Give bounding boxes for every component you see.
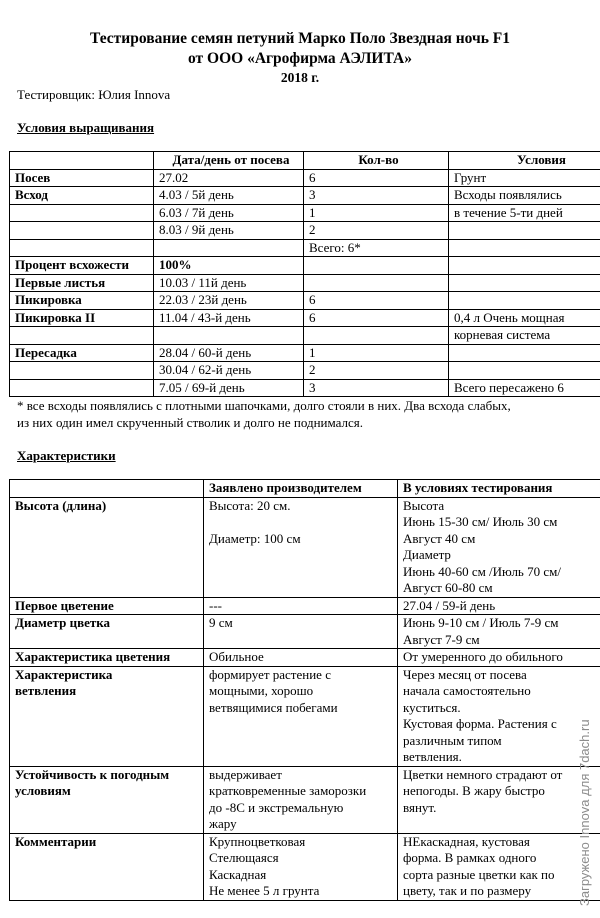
growing-table-cell: 4.03 / 5й день: [154, 187, 304, 205]
growing-table-cell: [449, 344, 600, 362]
characteristics-table-row: [10, 766, 600, 833]
growing-table-cell: 1: [304, 204, 449, 222]
growing-row-label: Пересадка: [10, 344, 154, 362]
document-title-line2: от ООО «Агрофирма АЭЛИТА»: [187, 50, 412, 67]
growing-table-cell: 27.02: [154, 169, 304, 187]
growing-table-row: [10, 257, 600, 275]
characteristics-table-row: [10, 615, 600, 649]
characteristics-table-cell: [204, 649, 398, 667]
cell-text-line: Каскадная: [209, 866, 267, 882]
cell-text-line: форма. В рамках одного: [403, 850, 537, 865]
characteristics-table-cell: [204, 833, 398, 900]
growing-table-cell: [449, 362, 600, 380]
cell-text-line: ветвления: [15, 683, 77, 698]
growing-table-cell: Всходы появлялись: [449, 187, 600, 205]
growing-table-cell: [304, 274, 449, 292]
growing-table-cell: 22.03 / 23й день: [154, 292, 304, 310]
growing-table-cell: 2: [304, 222, 449, 240]
growing-table-cell: 7.05 / 69-й день: [154, 379, 304, 397]
cell-text-line: От умеренного до обильного: [403, 649, 563, 664]
cell-text-line: до -8С и экстремальную: [209, 799, 344, 815]
growing-table-cell: [449, 222, 600, 240]
growing-table-cell: 11.04 / 43-й день: [154, 309, 304, 327]
characteristics-row-label: [10, 766, 204, 833]
growing-row-label: Процент всхожести: [10, 257, 154, 275]
cell-text-line: условиям: [15, 783, 71, 798]
cell-text-line: Диаметр цветка: [15, 615, 111, 630]
cell-text-line: Не менее 5 л грунта: [209, 883, 320, 898]
cell-text-line: 9 см: [209, 615, 233, 630]
cell-text-line: Комментарии: [15, 833, 97, 849]
growing-table-header-row: [10, 152, 600, 170]
characteristics-row-label: [10, 615, 204, 649]
growing-row-label: [10, 327, 154, 345]
characteristics-row-label: [10, 833, 204, 900]
growing-table-cell: Грунт: [449, 169, 600, 187]
growing-table-cell: 3: [304, 379, 449, 397]
growing-row-label: Посев: [10, 169, 154, 187]
growing-section-title: Условия выращивания: [17, 120, 155, 135]
cell-text-line: Июнь 40-60 см /Июль 70 см/: [403, 563, 561, 579]
cell-text-line: мощными, хорошо: [209, 683, 314, 698]
growing-header-cell: Условия: [449, 152, 600, 170]
characteristics-header-cell: Заявлено производителем: [204, 480, 398, 498]
characteristics-table-cell: [398, 666, 600, 766]
characteristics-section-title: Характеристики: [17, 448, 116, 463]
characteristics-table-row: [10, 833, 600, 900]
growing-table-cell: [449, 257, 600, 275]
cell-text-line: различным типом: [403, 732, 502, 748]
cell-text-line: формирует растение с: [209, 666, 331, 682]
characteristics-table-cell: [204, 615, 398, 649]
growing-table-cell: 28.04 / 60-й день: [154, 344, 304, 362]
cell-text-line: Характеристика: [15, 666, 113, 682]
cell-text-line: Высота (длина): [15, 497, 107, 513]
document-title-line1: Тестирование семян петуний Марко Поло Звездная ночь F1: [89, 30, 511, 47]
characteristics-table-row: [10, 649, 600, 667]
cell-text-line: сорта разные цветки как по: [403, 866, 555, 882]
characteristics-table-header-row: [10, 480, 600, 498]
watermark-text: Загружено Innova для 7dach.ru: [577, 719, 592, 906]
growing-row-label: [10, 204, 154, 222]
cell-text-line: ---: [209, 597, 222, 613]
growing-table-cell: [304, 257, 449, 275]
growing-table-cell: 1: [304, 344, 449, 362]
characteristics-table-cell: [398, 649, 600, 667]
growing-table-cell: 6: [304, 169, 449, 187]
growing-row-label: Первые листья: [10, 274, 154, 292]
growing-table-cell: Всего: 6*: [304, 239, 449, 257]
cell-text-line: Через месяц от посева: [403, 666, 527, 682]
cell-text-line: 27.04 / 59-й день: [403, 597, 496, 613]
growing-table-cell: 6: [304, 309, 449, 327]
growing-table-row: [10, 327, 600, 345]
cell-text-line: НЕкаскадная, кустовая: [403, 833, 530, 849]
growing-table-cell: [154, 239, 304, 257]
watermark: [574, 606, 594, 906]
document-year: 2018 г.: [280, 70, 320, 85]
growing-table-cell: [449, 292, 600, 310]
growing-table-cell: Всего пересажено 6: [449, 379, 600, 397]
growing-row-label: Всход: [10, 187, 154, 205]
characteristics-table-cell: [398, 615, 600, 649]
characteristics-table-row: [10, 666, 600, 766]
growing-table-cell: 6.03 / 7й день: [154, 204, 304, 222]
growing-table-row: [10, 274, 600, 292]
cell-text-line: Первое цветение: [15, 597, 114, 613]
cell-text-line: Кустовая форма. Растения с: [403, 716, 557, 731]
cell-text-line: Высота: 20 см.: [209, 497, 291, 513]
characteristics-table-cell: [204, 766, 398, 833]
growing-row-label: [10, 239, 154, 257]
cell-text-line: Стелющаяся: [209, 850, 279, 865]
cell-text-line: выдерживает: [209, 766, 282, 782]
growing-row-label: [10, 362, 154, 380]
growing-table-row: [10, 362, 600, 380]
cell-text-line: Август 60-80 см: [403, 580, 493, 595]
growing-table-cell: [449, 239, 600, 257]
cell-text-line: непогоды. В жару быстро: [403, 783, 545, 798]
growing-table-cell: корневая система: [449, 327, 600, 345]
characteristics-table: [9, 479, 600, 901]
growing-table-cell: в течение 5-ти дней: [449, 204, 600, 222]
growing-row-label: [10, 379, 154, 397]
cell-text-line: Обильное: [209, 649, 264, 664]
cell-text-line: Август 7-9 см: [403, 631, 480, 647]
cell-text-line: Цветки немного страдают от: [403, 766, 563, 782]
growing-table-row: [10, 239, 600, 257]
characteristics-table-cell: [204, 497, 398, 597]
characteristics-row-label: [10, 497, 204, 597]
growing-table-cell: 2: [304, 362, 449, 380]
cell-text-line: ветвящимися побегами: [209, 699, 338, 715]
characteristics-table-row: [10, 497, 600, 597]
growing-footnote-line1: * все всходы появлялись с плотными шапочками, долго стояли в них. Два всхода слабых,: [17, 398, 511, 413]
cell-text-line: Июнь 9-10 см / Июль 7-9 см: [403, 615, 559, 630]
growing-table-cell: [304, 327, 449, 345]
growing-header-cell: Кол-во: [304, 152, 449, 170]
cell-text-line: Диаметр: [403, 547, 451, 562]
characteristics-table-row: [10, 597, 600, 615]
growing-row-label: Пикировка II: [10, 309, 154, 327]
characteristics-header-cell: [10, 480, 204, 498]
cell-text-line: вянут.: [403, 799, 437, 815]
growing-table-row: [10, 344, 600, 362]
growing-table-row: [10, 169, 600, 187]
cell-text-line: цвету, так и по размеру: [403, 883, 532, 898]
growing-table-row: [10, 187, 600, 205]
cell-text-line: Устойчивость к погодным: [15, 766, 170, 782]
characteristics-table-wrapper: [9, 479, 600, 909]
growing-table-cell: 6: [304, 292, 449, 310]
growing-table-row: [10, 379, 600, 397]
growing-table-row: [10, 309, 600, 327]
characteristics-table-cell: [204, 597, 398, 615]
cell-text-line: начала самостоятельно: [403, 683, 531, 698]
growing-row-label: Пикировка: [10, 292, 154, 310]
characteristics-table-cell: [398, 766, 600, 833]
cell-text-line: Характеристика цветения: [15, 649, 171, 664]
cell-text-line: ветвления.: [403, 749, 462, 764]
tester-name: Тестировщик: Юлия Innova: [17, 87, 171, 102]
characteristics-row-label: [10, 597, 204, 615]
growing-table-row: [10, 204, 600, 222]
growing-table-cell: 30.04 / 62-й день: [154, 362, 304, 380]
cell-text-line: Диаметр: 100 см: [209, 530, 301, 546]
growing-table-cell: 8.03 / 9й день: [154, 222, 304, 240]
cell-text-line: куститься.: [403, 699, 461, 715]
growing-table-row: [10, 292, 600, 310]
growing-table-cell: 0,4 л Очень мощная: [449, 309, 600, 327]
characteristics-table-cell: [398, 497, 600, 597]
growing-table-row: [10, 222, 600, 240]
growing-table-cell: 3: [304, 187, 449, 205]
growing-table-wrapper: [9, 151, 600, 397]
cell-text-line: [209, 514, 397, 531]
growing-row-label: [10, 222, 154, 240]
characteristics-table-cell: [398, 833, 600, 900]
characteristics-table-cell: [398, 597, 600, 615]
cell-text-line: Высота: [403, 497, 445, 513]
characteristics-table-cell: [204, 666, 398, 766]
growing-footnote-line2: из них один имел скрученный стволик и долго не поднимался.: [17, 415, 364, 430]
characteristics-row-label: [10, 666, 204, 766]
cell-text-line: Крупноцветковая: [209, 833, 306, 849]
characteristics-row-label: [10, 649, 204, 667]
cell-text-line: кратковременные заморозки: [209, 783, 367, 798]
growing-table-cell: 10.03 / 11й день: [154, 274, 304, 292]
growing-header-cell: Дата/день от посева: [154, 152, 304, 170]
growing-table-cell: [154, 327, 304, 345]
growing-header-cell: [10, 152, 154, 170]
growing-table-cell: [449, 274, 600, 292]
growing-table-cell: 100%: [154, 257, 304, 275]
characteristics-header-cell: В условиях тестирования: [398, 480, 600, 498]
cell-text-line: Август 40 см: [403, 530, 476, 546]
cell-text-line: Июнь 15-30 см/ Июль 30 см: [403, 514, 558, 529]
growing-table: [9, 151, 600, 397]
cell-text-line: жару: [209, 816, 237, 831]
